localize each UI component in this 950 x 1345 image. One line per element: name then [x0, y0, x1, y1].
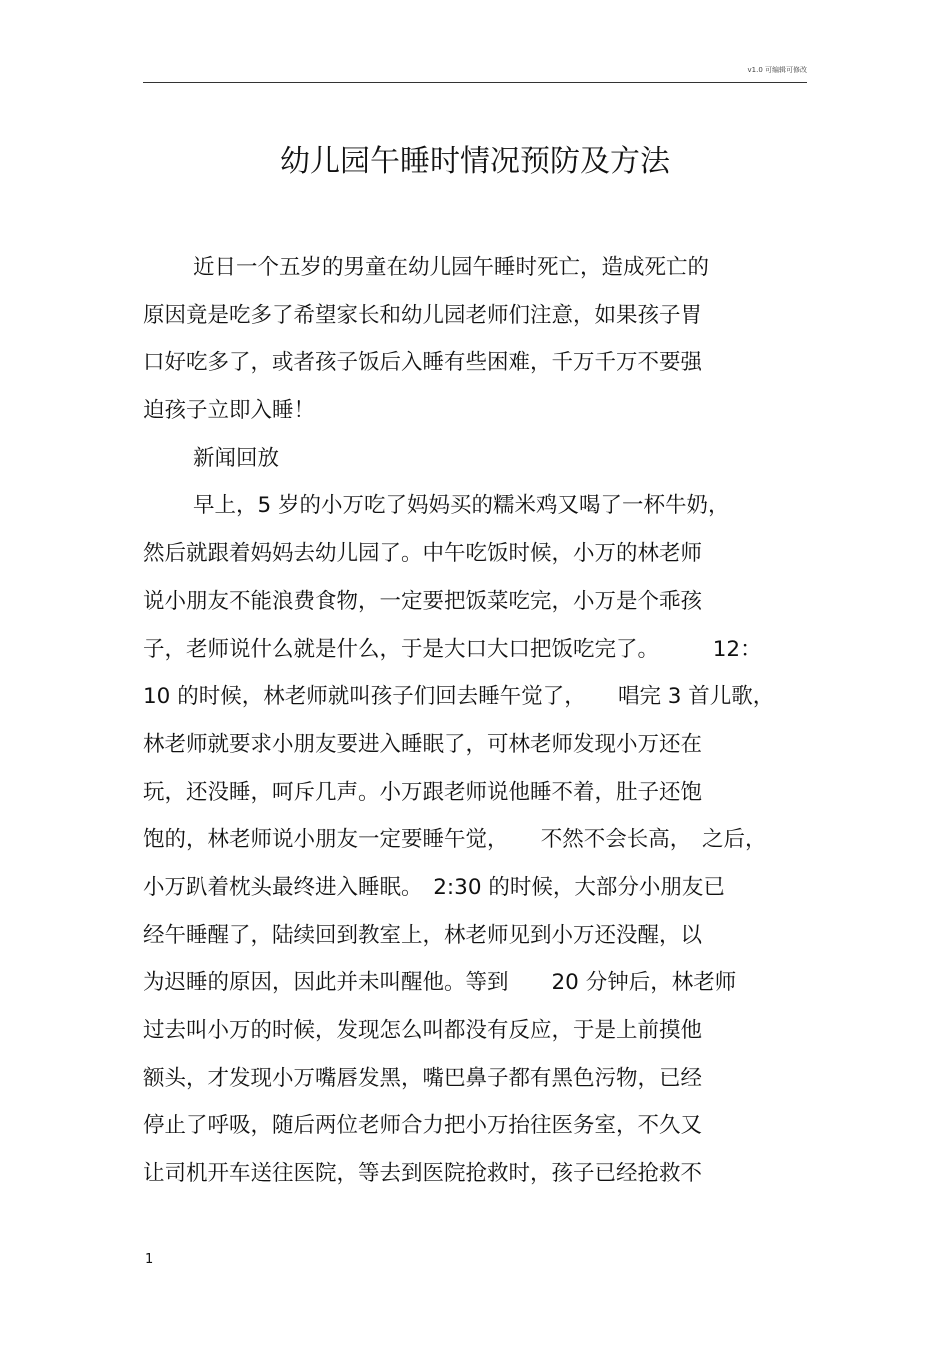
paragraph-line: 过去叫小万的时候，发现怎么叫都没有反应，于是上前摸他: [143, 1018, 703, 1043]
paragraph-line: 迫孩子立即入睡！: [143, 398, 316, 424]
paragraph-line: 口好吃多了，或者孩子饭后入睡有些困难，千万千万不要强: [143, 350, 703, 376]
paragraph-line: 为迟睡的原因，因此并未叫醒他。等到 20 分钟后，林老师: [143, 970, 737, 996]
document-body: [143, 244, 807, 1198]
paragraph-line: 子，老师说什么就是什么，于是大口大口把饭吃完了。 12：: [143, 636, 762, 662]
paragraph-line: 10 的时候，林老师就叫孩子们回去睡午觉了， 唱完 3 首儿歌，: [143, 684, 775, 710]
paragraph-line: 玩，还没睡，呵斥几声。小万跟老师说他睡不着，肚子还饱: [143, 779, 703, 805]
paragraph-line: 经午睡醒了，陆续回到教室上，林老师见到小万还没醒，以: [143, 922, 703, 948]
paragraph-line: 原因竟是吃多了希望家长和幼儿园老师们注意，如果孩子胃: [143, 302, 703, 328]
paragraph-line: 让司机开车送往医院，等去到医院抢救时，孩子已经抢救不: [143, 1161, 703, 1187]
header-version-note: v1.0 可编辑可修改: [747, 66, 807, 74]
page-number: 1: [145, 1252, 154, 1267]
paragraph-line: 近日一个五岁的男童在幼儿园午睡时死亡，造成死亡的: [193, 255, 710, 280]
paragraph-line: 饱的，林老师说小朋友一定要睡午觉， 不然不会长高， 之后，: [143, 827, 767, 853]
document-title: 幼儿园午睡时情况预防及方法: [280, 144, 670, 179]
paragraph-line: 林老师就要求小朋友要进入睡眠了，可林老师发现小万还在: [143, 731, 703, 757]
paragraph-line: 早上，5 岁的小万吃了妈妈买的糯米鸡又喝了一杯牛奶，: [193, 493, 730, 519]
section-heading: 新闻回放: [193, 445, 280, 471]
paragraph-line: 然后就跟着妈妈去幼儿园了。中午吃饭时候，小万的林老师: [143, 541, 703, 567]
paragraph-line: 停止了呼吸，随后两位老师合力把小万抬往医务室，不久又: [143, 1113, 703, 1139]
paragraph-line: 小万趴着枕头最终进入睡眠。 2:30 的时候，大部分小朋友已: [143, 874, 725, 900]
paragraph-line: 额头，才发现小万嘴唇发黑，嘴巴鼻子都有黑色污物，已经: [143, 1065, 703, 1091]
paragraph-line: 说小朋友不能浪费食物，一定要把饭菜吃完，小万是个乖孩: [143, 588, 703, 614]
header-divider: [143, 82, 807, 83]
